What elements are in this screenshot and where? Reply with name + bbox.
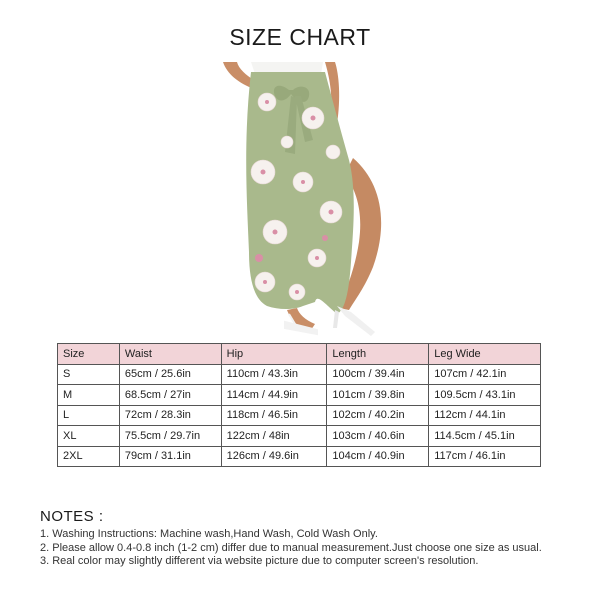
cell-leg-wide: 112cm / 44.1in — [429, 405, 541, 426]
size-table — [57, 343, 541, 467]
note-item: 1. Washing Instructions: Machine wash,Hand Wash, Cold Wash Only. — [40, 528, 378, 540]
notes-heading: NOTES : — [40, 508, 104, 525]
note-item: 3. Real color may slightly different via website picture due to computer screen's resolution. — [40, 555, 479, 567]
cell-hip: 114cm / 44.9in — [221, 385, 327, 406]
cell-hip: 126cm / 49.6in — [221, 446, 327, 467]
cell-waist: 72cm / 28.3in — [119, 405, 221, 426]
page-title: SIZE CHART — [229, 24, 371, 50]
cell-waist: 79cm / 31.1in — [119, 446, 221, 467]
header-leg-wide: Leg Wide — [429, 344, 541, 365]
cell-hip: 110cm / 43.3in — [221, 364, 327, 385]
note-item: 2. Please allow 0.4-0.8 inch (1-2 cm) differ due to manual measurement.Just choose one size as usual. — [40, 541, 542, 554]
cell-length: 103cm / 40.6in — [327, 426, 429, 447]
cell-waist: 65cm / 25.6in — [119, 364, 221, 385]
table-header-row — [58, 344, 541, 365]
header-waist: Waist — [119, 344, 221, 365]
cell-leg-wide: 107cm / 42.1in — [429, 364, 541, 385]
cell-size: S — [58, 364, 120, 385]
product-photo — [205, 62, 400, 338]
cell-length: 100cm / 39.4in — [327, 364, 429, 385]
cell-size: L — [58, 405, 120, 426]
notes-list — [40, 528, 542, 569]
header-size: Size — [58, 344, 120, 365]
table-row — [58, 426, 541, 447]
cell-leg-wide: 117cm / 46.1in — [429, 446, 541, 467]
table-row — [58, 364, 541, 385]
header-hip: Hip — [221, 344, 327, 365]
cell-hip: 118cm / 46.5in — [221, 405, 327, 426]
table-row — [58, 405, 541, 426]
cell-length: 101cm / 39.8in — [327, 385, 429, 406]
cell-hip: 122cm / 48in — [221, 426, 327, 447]
table-row — [58, 385, 541, 406]
cell-length: 104cm / 40.9in — [327, 446, 429, 467]
cell-waist: 75.5cm / 29.7in — [119, 426, 221, 447]
cell-size: XL — [58, 426, 120, 447]
cell-waist: 68.5cm / 27in — [119, 385, 221, 406]
cell-leg-wide: 109.5cm / 43.1in — [429, 385, 541, 406]
sandal-right — [337, 306, 375, 336]
cell-size: 2XL — [58, 446, 120, 467]
sandal-heel — [333, 310, 339, 328]
table-row — [58, 446, 541, 467]
cell-size: M — [58, 385, 120, 406]
cell-leg-wide: 114.5cm / 45.1in — [429, 426, 541, 447]
cell-length: 102cm / 40.2in — [327, 405, 429, 426]
header-length: Length — [327, 344, 429, 365]
